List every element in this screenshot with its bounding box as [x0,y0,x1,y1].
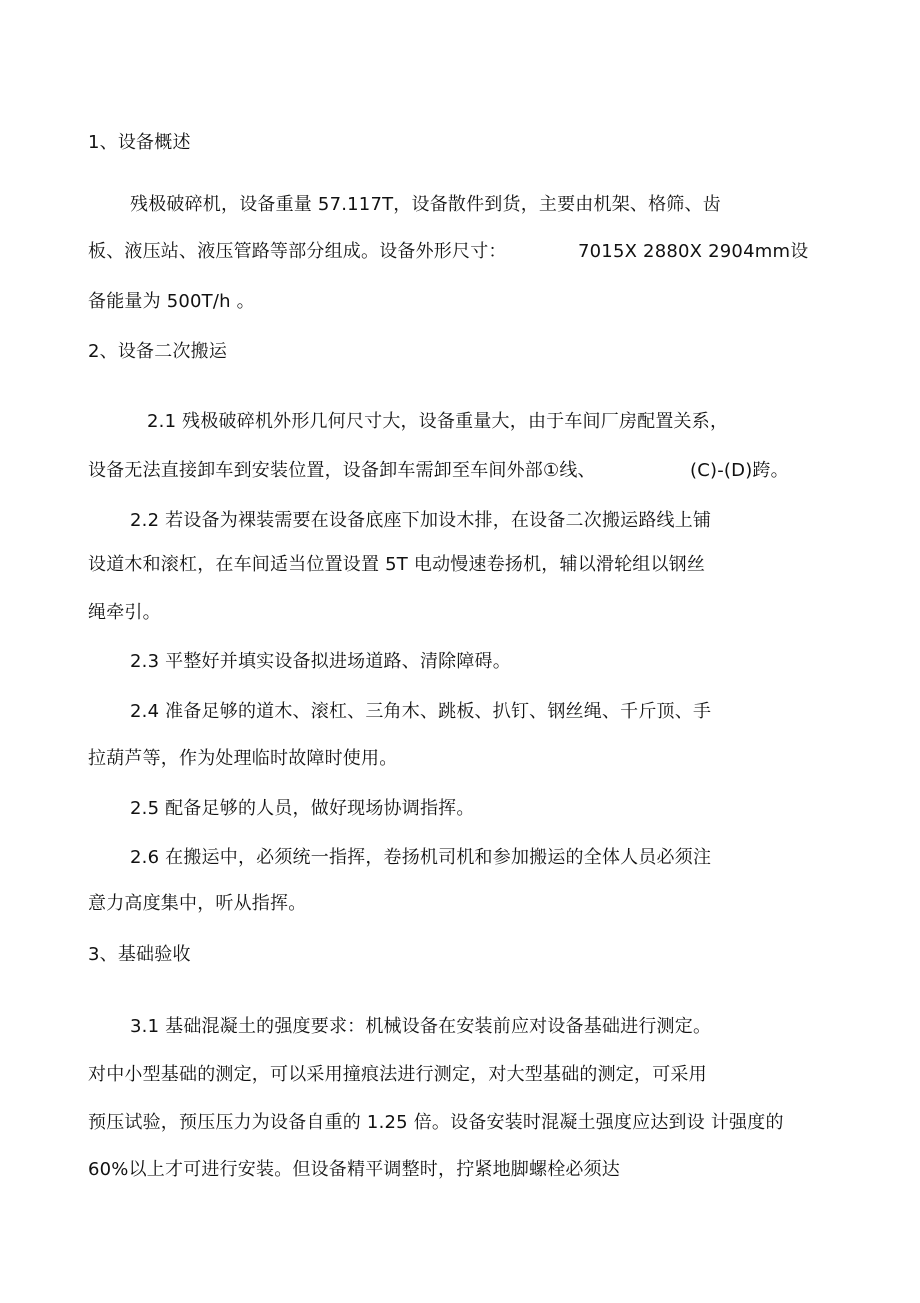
paragraph-line: 残极破碎机，设备重量 57.117T，设备散件到货，主要由机架、格筛、齿 [130,194,721,215]
heading-2: 2、设备二次搬运 [88,341,228,362]
paragraph-line: 拉葫芦等，作为处理临时故障时使用。 [88,748,398,769]
paragraph-line: 60%以上才可进行安装。但设备精平调整时，拧紧地脚螺栓必须达 [88,1159,621,1180]
heading-3: 3、基础验收 [88,944,191,965]
paragraph-line: 2.1 残极破碎机外形几何尺寸大，设备重量大，由于车间厂房配置关系， [147,411,729,432]
span-label: (C)-(D)跨。 [690,460,789,481]
paragraph-line: 设备无法直接卸车到安装位置，设备卸车需卸至车间外部①线、 [88,460,596,481]
paragraph-line: 2.2 若设备为裸装需要在设备底座下加设木排，在设备二次搬运路线上铺 [130,510,712,531]
heading-1: 1、设备概述 [88,132,191,153]
paragraph-line: 备能量为 500T/h 。 [88,291,255,312]
paragraph-line: 绳牵引。 [88,602,161,623]
paragraph-line: 3.1 基础混凝土的强度要求：机械设备在安装前应对设备基础进行测定。 [130,1016,712,1037]
paragraph-line: 对中小型基础的测定，可以采用撞痕法进行测定，对大型基础的测定，可采用 [88,1064,707,1085]
paragraph-line: 2.3 平整好并填实设备拟进场道路、清除障碍。 [130,651,511,672]
paragraph-line: 2.6 在搬运中，必须统一指挥，卷扬机司机和参加搬运的全体人员必须注 [130,847,712,868]
paragraph-line: 2.5 配备足够的人员，做好现场协调指挥。 [130,798,475,819]
paragraph-line: 2.4 准备足够的道木、滚杠、三角木、跳板、扒钉、钢丝绳、千斤顶、手 [130,701,712,722]
paragraph-line: 板、液压站、液压管路等部分组成。设备外形尺寸： [88,241,507,262]
paragraph-line: 意力高度集中，听从指挥。 [88,893,307,914]
paragraph-line: 预压试验，预压压力为设备自重的 1.25 倍。设备安装时混凝土强度应达到设 计强度的 [88,1112,784,1133]
paragraph-line: 设道木和滚杠，在车间适当位置设置 5T 电动慢速卷扬机，辅以滑轮组以钢丝 [88,554,706,575]
dimension-text: 7015X 2880X 2904mm设 [578,241,809,262]
